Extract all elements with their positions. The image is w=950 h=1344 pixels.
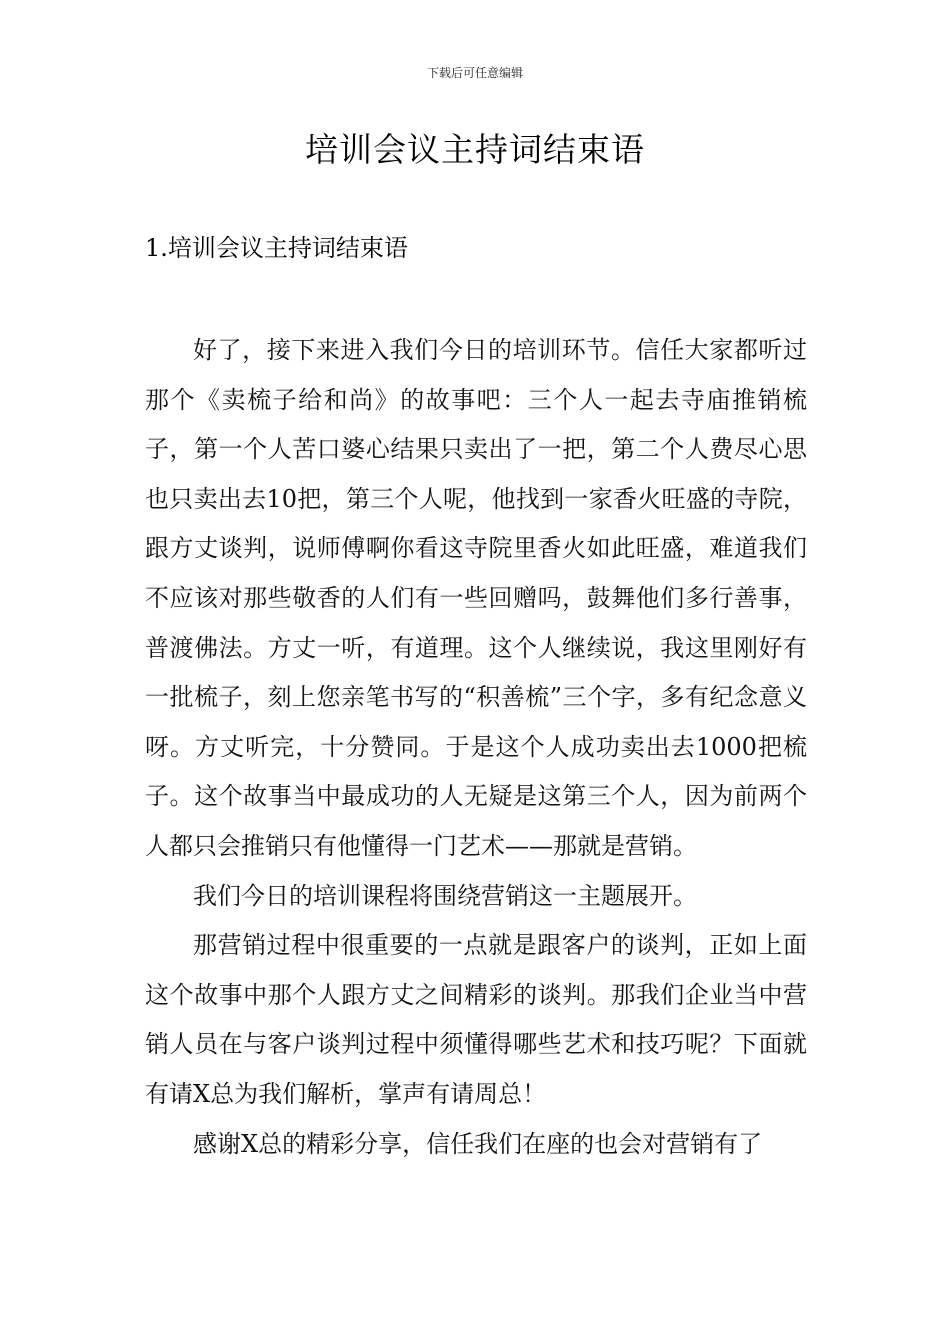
body-text: [145, 326, 807, 1169]
paragraph-topic: 我们今日的培训课程将围绕营销这一主题展开。: [193, 881, 697, 910]
paragraph-introduction: 那营销过程中很重要的一点就是跟客户的谈判，正如上面这个故事中那个人跟方丈之间精彩的谈判。那我们企业当中营销人员在与客户谈判过程中须懂得哪些艺术和技巧呢？下面就有请X总为我们解析，掌声有请周总！: [145, 931, 807, 1108]
header-note: 下载后可任意编辑: [426, 66, 523, 80]
paragraph-thanks: 感谢X总的精彩分享，信任我们在座的也会对营销有了: [193, 1129, 763, 1158]
paragraph-story: 好了，接下来进入我们今日的培训环节。信任大家都听过那个《卖梳子给和尚》的故事吧：三个人一起去寺庙推销梳子，第一个人苦口婆心结果只卖出了一把，第二个人费尽心思也只卖出去10把，第三个人呢，他找到一家香火旺盛的寺院，跟方丈谈判，说师傅啊你看这寺院里香火如此旺盛，难道我们不应该对那些敬香的人们有一些回赠吗，鼓舞他们多行善事，普渡佛法。方丈一听，有道理。这个人继续说，我这里刚好有一批梳子，刻上您亲笔书写的“积善梳”三个字，多有纪念意义呀。方丈听完，十分赞同。于是这个人成功卖出去1000把梳子。这个故事当中最成功的人无疑是这第三个人，因为前两个人都只会推销只有他懂得一门艺术——那就是营销。: [145, 336, 807, 860]
document-title: 培训会议主持词结束语: [305, 130, 645, 169]
section-heading: 1.培训会议主持词结束语: [145, 234, 408, 262]
